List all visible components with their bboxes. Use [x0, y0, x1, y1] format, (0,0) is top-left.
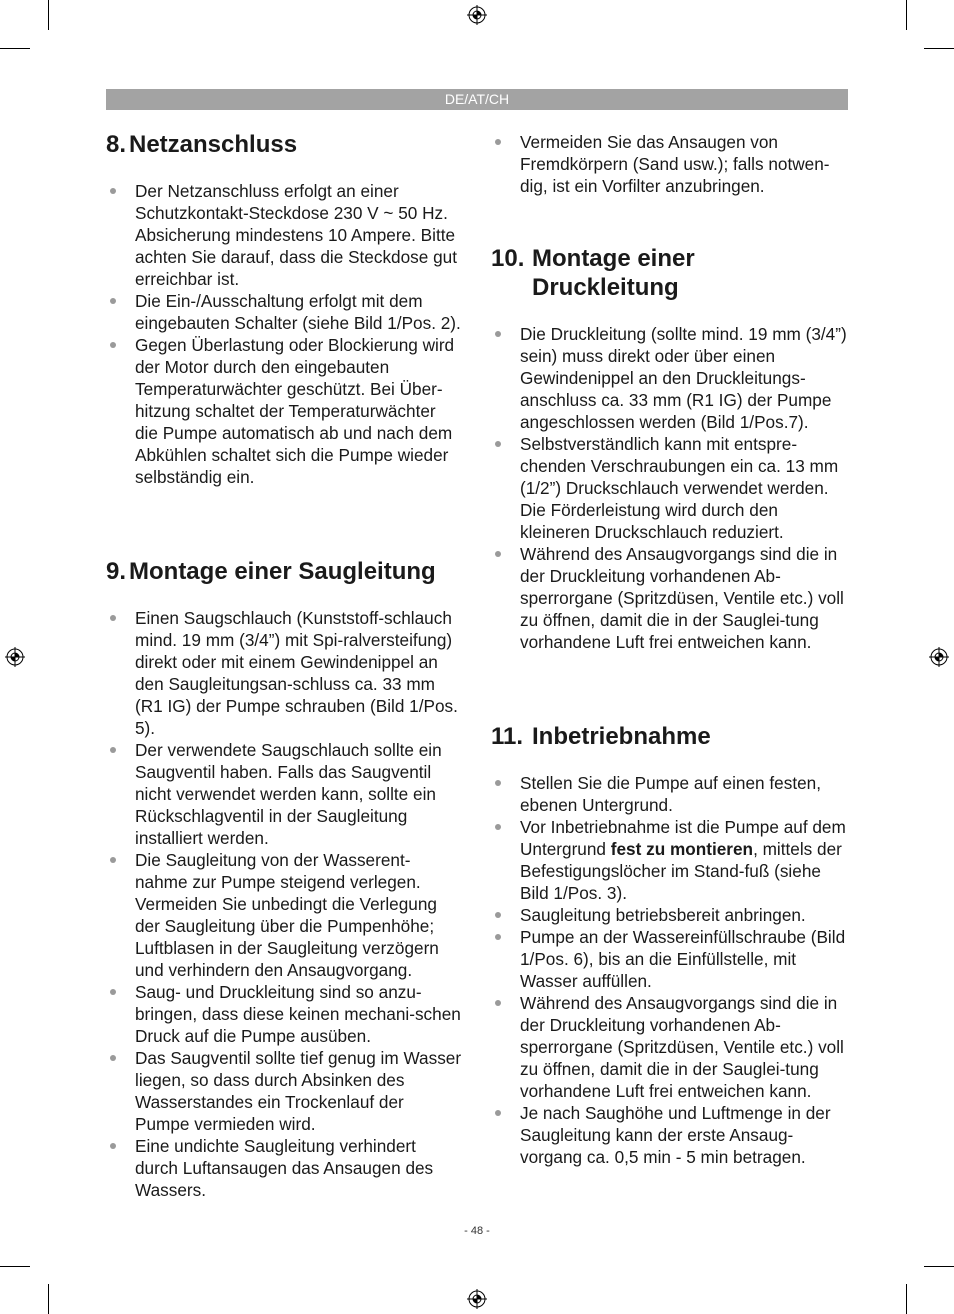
- registration-mark-icon: [467, 1289, 487, 1309]
- list-item: Gegen Überlastung oder Blockierung wird der Motor durch den eingebauten Temperaturwächter geschützt. Bei Über-hitzung schaltet der Temperaturwächter die Pumpe automatisch ab und nach dem Abkühlen schaltet sich die Pumpe wieder selbständig ein.: [106, 334, 462, 488]
- section-number: 9.: [106, 558, 127, 585]
- section-number: 11.: [491, 723, 524, 750]
- section-number: 8.: [106, 131, 127, 158]
- section-heading: [106, 557, 462, 586]
- crop-mark: [924, 48, 954, 49]
- section-heading: [491, 722, 848, 751]
- list-item: Die Druckleitung (sollte mind. 19 mm (3/4”) sein) muss direkt oder über einen Gewindenippel an den Druckleitungs-anschluss ca. 33 mm (R1 IG) der Pumpe angeschlossen werden (Bild 1/Pos.7).: [491, 323, 848, 433]
- section-number: 10.: [491, 245, 525, 272]
- section-title: Montage einer Druckleitung: [532, 245, 695, 301]
- crop-mark: [48, 0, 49, 30]
- section-title: Montage einer Saugleitung: [129, 558, 436, 585]
- section-heading: [491, 244, 848, 302]
- list-item: Während des Ansaugvorgangs sind die in der Druckleitung vorhandenen Ab-sperrorgane (Spritzdüsen, Ventile etc.) voll zu öffnen, damit die in der Sauglei-tung vorhandene Luft frei entweichen kann.: [491, 543, 848, 653]
- emphasis-text: fest zu montieren: [610, 839, 754, 859]
- list-item: [491, 816, 848, 904]
- crop-mark: [48, 1284, 49, 1314]
- section-9: [106, 557, 462, 1201]
- list-item: Selbstverständlich kann mit entspre-chenden Verschraubungen ein ca. 13 mm (1/2”) Druckschlauch verwendet werden. Die Förderleistung wird durch den kleineren Druckschlauch reduziert.: [491, 433, 848, 543]
- list-item: Die Ein-/Ausschaltung erfolgt mit dem eingebauten Schalter (siehe Bild 1/Pos. 2).: [106, 290, 462, 334]
- language-label: DE/AT/CH: [444, 91, 510, 107]
- bullet-list: [491, 772, 848, 1168]
- list-item: Der Netzanschluss erfolgt an einer Schutzkontakt-Steckdose 230 V ~ 50 Hz. Absicherung mindestens 10 Ampere. Bitte achten Sie darauf, dass die Steckdose gut erreichbar ist.: [106, 180, 462, 290]
- crop-mark: [924, 1266, 954, 1267]
- list-item: Stellen Sie die Pumpe auf einen festen, ebenen Untergrund.: [491, 772, 848, 816]
- list-item: Je nach Saughöhe und Luftmenge in der Saugleitung kann der erste Ansaug-vorgang ca. 0,5 min - 5 min betragen.: [491, 1102, 848, 1168]
- list-item: Pumpe an der Wassereinfüllschraube (Bild 1/Pos. 6), bis an die Einfüllstelle, mit Wasser auffüllen.: [491, 926, 848, 992]
- bullet-list: [491, 323, 848, 653]
- list-item: Saugleitung betriebsbereit anbringen.: [491, 904, 848, 926]
- bullet-list: [106, 607, 462, 1201]
- crop-mark: [0, 1266, 30, 1267]
- page-number: - 48 -: [464, 1225, 490, 1237]
- list-item: Der verwendete Saugschlauch sollte ein Saugventil haben. Falls das Saugventil nicht verwendet werden kann, sollte ein Rückschlagventil in der Saugleitung installiert werden.: [106, 739, 462, 849]
- list-item: Eine undichte Saugleitung verhindert durch Luftansaugen das Ansaugen des Wassers.: [106, 1135, 462, 1201]
- list-item: Das Saugventil sollte tief genug im Wasser liegen, so dass durch Absinken des Wasserstandes ein Trockenlauf der Pumpe vermieden wird.: [106, 1047, 462, 1135]
- list-item: Einen Saugschlauch (Kunststoff-schlauch mind. 19 mm (3/4”) mit Spi-ralversteifung) direkt oder mit einem Gewindenippel an den Saugleitungsan-schluss ca. 33 mm (R1 IG) der Pumpe schrauben (Bild 1/Pos. 5).: [106, 607, 462, 739]
- section-heading: [106, 130, 462, 159]
- registration-mark-icon: [5, 647, 25, 667]
- registration-mark-icon: [467, 5, 487, 25]
- bullet-list: [106, 180, 462, 488]
- section-9-continued: [491, 131, 848, 197]
- section-10: [491, 244, 848, 653]
- list-item: Vermeiden Sie das Ansaugen von Fremdkörpern (Sand usw.); falls notwen-dig, ist ein Vorfilter anzubringen.: [491, 131, 848, 197]
- section-11: [491, 722, 848, 1168]
- list-item: Saug- und Druckleitung sind so anzu-bringen, dass diese keinen mechani-schen Druck auf die Pumpe ausüben.: [106, 981, 462, 1047]
- list-item: Die Saugleitung von der Wasserent-nahme zur Pumpe steigend verlegen. Vermeiden Sie unbedingt die Verlegung der Saugleitung über die Pumpenhöhe; Luftblasen in der Saugleitung verzögern und verhindern den Ansaugvorgang.: [106, 849, 462, 981]
- list-item-text: , mittels der Befestigungslöcher im Stand-fuß (siehe Bild 1/Pos. 3).: [520, 839, 842, 903]
- bullet-list: [491, 131, 848, 197]
- section-title: Netzanschluss: [129, 131, 298, 158]
- section-8: [106, 130, 462, 488]
- list-item-text: Vor Inbetriebnahme ist die Pumpe auf dem Untergrund: [520, 817, 846, 859]
- crop-mark: [0, 48, 30, 49]
- registration-mark-icon: [929, 647, 949, 667]
- section-title: Inbetriebnahme: [532, 723, 711, 750]
- crop-mark: [906, 0, 907, 30]
- list-item: Während des Ansaugvorgangs sind die in der Druckleitung vorhandenen Ab-sperrorgane (Spritzdüsen, Ventile etc.) voll zu öffnen, damit die in der Sauglei-tung vorhandene Luft frei entweichen kann.: [491, 992, 848, 1102]
- crop-mark: [906, 1284, 907, 1314]
- language-header-bar: [106, 89, 848, 110]
